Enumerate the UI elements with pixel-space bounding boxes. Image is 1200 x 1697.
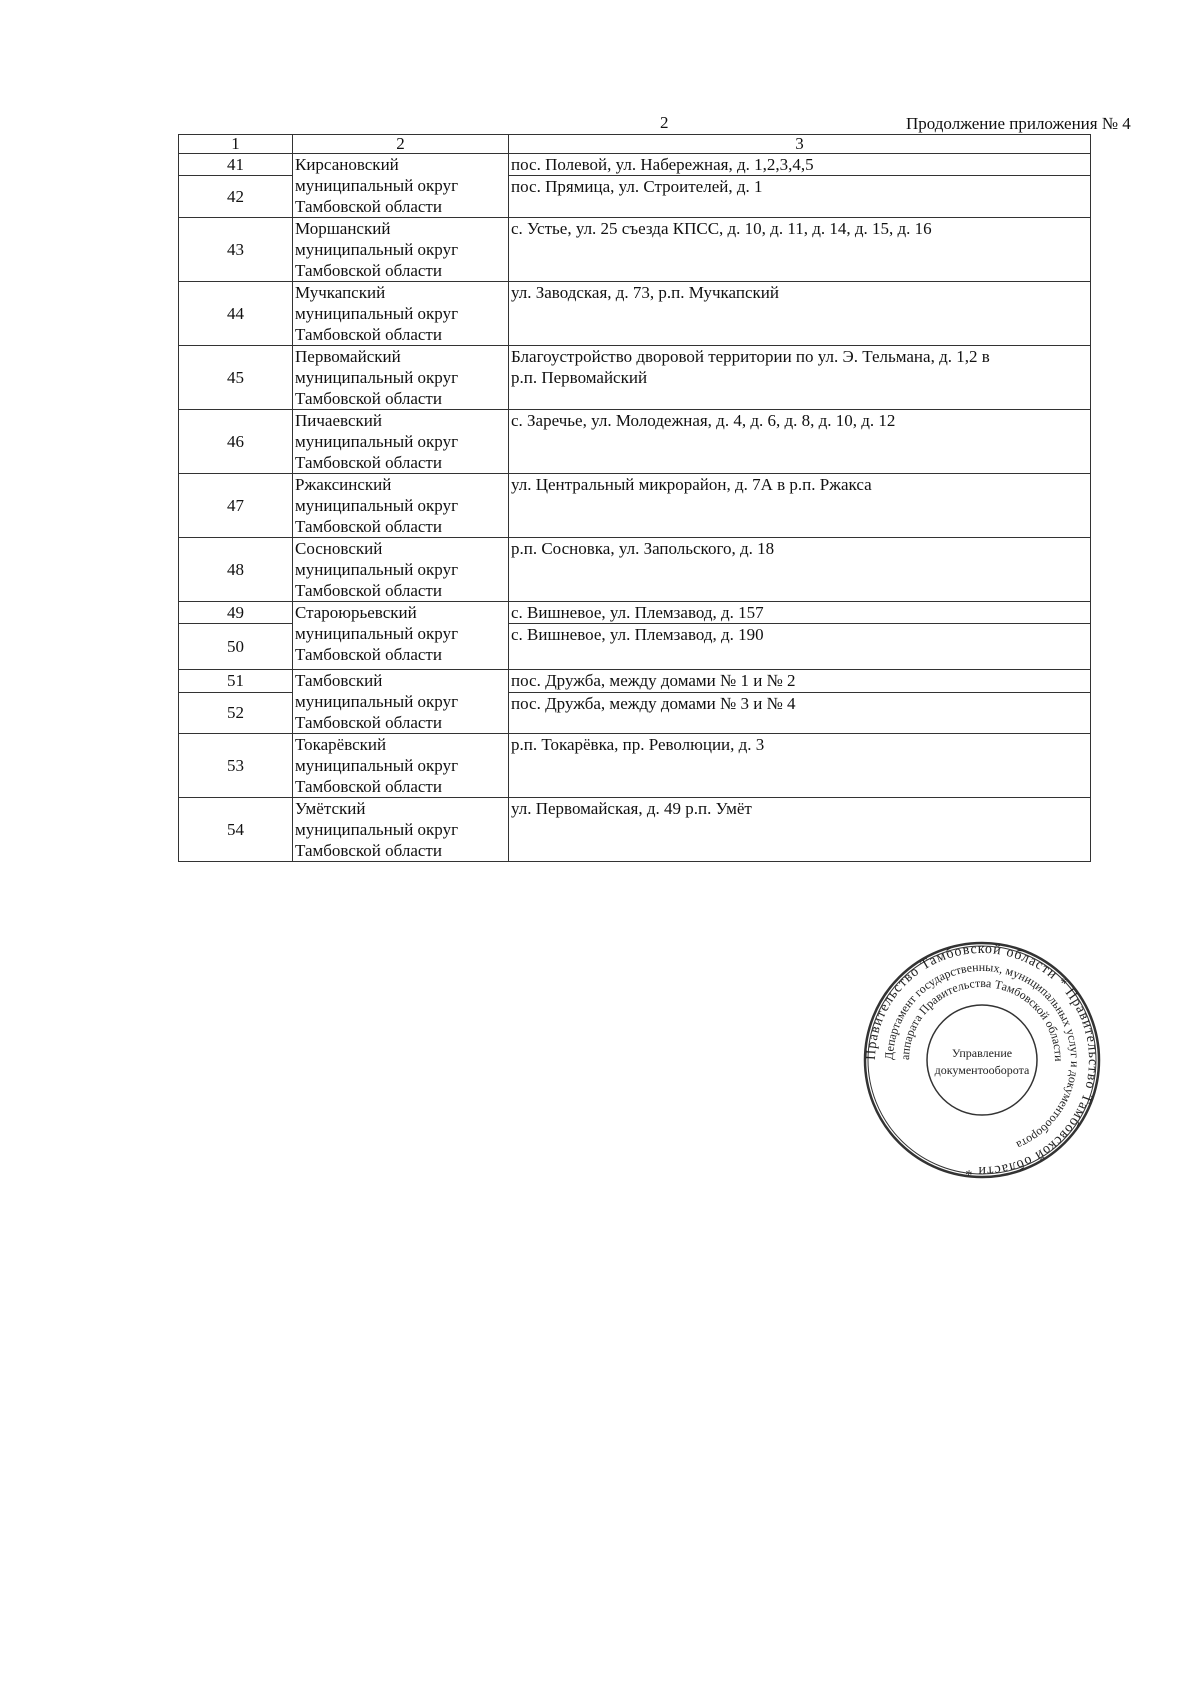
- table-row: [179, 218, 1091, 282]
- table-row: [179, 474, 1091, 538]
- row-number: 54: [179, 798, 293, 862]
- row-number: 42: [179, 176, 293, 218]
- table-row: [179, 538, 1091, 602]
- address-line: с. Вишневое, ул. Племзавод, д. 190: [511, 625, 764, 644]
- district-line: Кирсановский: [295, 155, 399, 174]
- row-number: 46: [179, 410, 293, 474]
- district-line: муниципальный округ: [295, 820, 459, 839]
- address-line: пос. Прямица, ул. Строителей, д. 1: [511, 177, 763, 196]
- table-row: [179, 410, 1091, 474]
- column-header: 3: [509, 135, 1091, 154]
- district-line: Пичаевский: [295, 411, 382, 430]
- district-line: Тамбовской области: [295, 713, 442, 732]
- district-line: муниципальный округ: [295, 240, 459, 259]
- address-line: р.п. Первомайский: [511, 368, 648, 387]
- district-line: Староюрьевский: [295, 603, 417, 622]
- table-row: [179, 798, 1091, 862]
- district-line: Тамбовской области: [295, 197, 442, 216]
- address-line: пос. Дружба, между домами № 1 и № 2: [511, 671, 796, 690]
- official-stamp: [862, 940, 1102, 1180]
- address-cell: [509, 734, 1091, 798]
- address-line: Благоустройство дворовой территории по ул. Э. Тельмана, д. 1,2 в: [511, 347, 990, 366]
- district-line: Токарёвский: [295, 735, 387, 754]
- row-number: 51: [179, 670, 293, 693]
- district-line: Тамбовской области: [295, 777, 442, 796]
- page-number: 2: [660, 113, 669, 132]
- address-line: ул. Первомайская, д. 49 р.п. Умёт: [511, 799, 752, 818]
- row-number: 53: [179, 734, 293, 798]
- district-line: муниципальный округ: [295, 624, 459, 643]
- district-line: муниципальный округ: [295, 304, 459, 323]
- address-cell: [509, 692, 1091, 733]
- stamp-outer-ring-text: Правительство Тамбовской области * Правительство Тамбовской области *: [863, 941, 1101, 1179]
- row-number: 45: [179, 346, 293, 410]
- stamp-inner-ring-text: аппарата Правительства Тамбовской области: [897, 975, 1067, 1062]
- table-body: [179, 154, 1091, 862]
- address-cell: [509, 798, 1091, 862]
- row-number: 41: [179, 154, 293, 176]
- appendix-continuation-note: Продолжение приложения № 4: [906, 114, 1131, 133]
- district-line: муниципальный округ: [295, 560, 459, 579]
- district-line: Мучкапский: [295, 283, 386, 302]
- address-line: ул. Центральный микрорайон, д. 7А в р.п. Ржакса: [511, 475, 872, 494]
- table-row: [179, 670, 1091, 693]
- address-cell: [509, 176, 1091, 218]
- address-cell: [509, 602, 1091, 624]
- district-line: Тамбовской области: [295, 389, 442, 408]
- stamp-center-line-2: документооборота: [934, 1063, 1030, 1077]
- column-header: 2: [293, 135, 509, 154]
- district-cell: [293, 734, 509, 798]
- address-line: пос. Дружба, между домами № 3 и № 4: [511, 693, 796, 713]
- table-row: [179, 346, 1091, 410]
- row-number: 44: [179, 282, 293, 346]
- district-cell: [293, 218, 509, 282]
- district-line: Тамбовской области: [295, 517, 442, 536]
- address-cell: [509, 218, 1091, 282]
- district-line: Ржаксинский: [295, 475, 392, 494]
- district-line: Тамбовской области: [295, 841, 442, 860]
- district-line: Умётский: [295, 799, 366, 818]
- locations-table: [178, 134, 1091, 862]
- address-cell: [509, 538, 1091, 602]
- row-number: 49: [179, 602, 293, 624]
- district-cell: [293, 602, 509, 670]
- table-row: [179, 602, 1091, 624]
- district-cell: [293, 798, 509, 862]
- district-cell: [293, 538, 509, 602]
- stamp-middle-ring-text: Департамент государственных, муниципальных услуг и документооборота: [881, 959, 1083, 1153]
- district-cell: [293, 154, 509, 218]
- district-line: Тамбовской области: [295, 581, 442, 600]
- address-cell: [509, 346, 1091, 410]
- district-line: Моршанский: [295, 219, 391, 238]
- address-cell: [509, 154, 1091, 176]
- district-line: муниципальный округ: [295, 692, 459, 711]
- address-line: с. Заречье, ул. Молодежная, д. 4, д. 6, д. 8, д. 10, д. 12: [511, 411, 896, 430]
- district-cell: [293, 410, 509, 474]
- district-line: муниципальный округ: [295, 496, 459, 515]
- district-line: Тамбовской области: [295, 261, 442, 280]
- table-header-row: [179, 135, 1091, 154]
- district-cell: [293, 670, 509, 734]
- district-line: Тамбовской области: [295, 645, 442, 664]
- address-line: с. Вишневое, ул. Племзавод, д. 157: [511, 603, 764, 622]
- address-cell: [509, 474, 1091, 538]
- stamp-center-line-1: Управление: [951, 1046, 1013, 1060]
- district-line: муниципальный округ: [295, 368, 459, 387]
- row-number: 50: [179, 624, 293, 670]
- address-cell: [509, 670, 1091, 693]
- district-line: Первомайский: [295, 347, 401, 366]
- district-line: Тамбовской области: [295, 453, 442, 472]
- district-cell: [293, 282, 509, 346]
- district-cell: [293, 474, 509, 538]
- district-cell: [293, 346, 509, 410]
- address-line: р.п. Сосновка, ул. Запольского, д. 18: [511, 539, 775, 558]
- table-row: [179, 154, 1091, 176]
- row-number: 52: [179, 692, 293, 733]
- table-row: [179, 734, 1091, 798]
- district-line: муниципальный округ: [295, 176, 459, 195]
- address-cell: [509, 410, 1091, 474]
- district-line: Тамбовской области: [295, 325, 442, 344]
- address-line: ул. Заводская, д. 73, р.п. Мучкапский: [511, 283, 779, 302]
- column-header: 1: [179, 135, 293, 154]
- district-line: муниципальный округ: [295, 432, 459, 451]
- address-line: р.п. Токарёвка, пр. Революции, д. 3: [511, 735, 765, 754]
- district-line: муниципальный округ: [295, 756, 459, 775]
- address-cell: [509, 624, 1091, 670]
- district-line: Сосновский: [295, 539, 383, 558]
- table-row: [179, 282, 1091, 346]
- address-line: с. Устье, ул. 25 съезда КПСС, д. 10, д. 11, д. 14, д. 15, д. 16: [511, 219, 932, 238]
- row-number: 43: [179, 218, 293, 282]
- district-line: Тамбовский: [295, 671, 383, 690]
- row-number: 48: [179, 538, 293, 602]
- row-number: 47: [179, 474, 293, 538]
- address-line: пос. Полевой, ул. Набережная, д. 1,2,3,4,5: [511, 155, 814, 174]
- address-cell: [509, 282, 1091, 346]
